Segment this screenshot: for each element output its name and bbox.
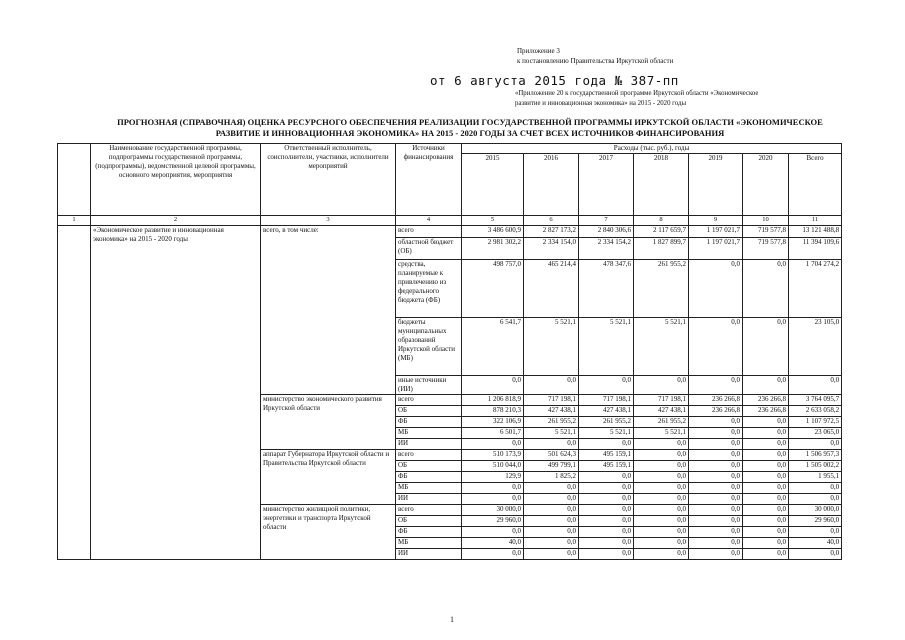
year-value-cell: 0,0: [579, 527, 634, 538]
year-value-cell: 510 044,0: [462, 461, 524, 472]
year-value-cell: 0,0: [634, 439, 689, 450]
year-value-cell: 2 334 154,2: [579, 238, 634, 260]
year-value-cell: 0,0: [689, 483, 743, 494]
year-value-cell: 0,0: [743, 472, 789, 483]
year-value-cell: 0,0: [689, 376, 743, 395]
year-value-cell: 0,0: [634, 483, 689, 494]
year-value-cell: 427 438,1: [634, 406, 689, 417]
executor-cell: аппарат Губернатора Иркутской области и Правительства Иркутской области: [261, 450, 396, 505]
executor-cell: министерство экономического развития Иркутской области: [261, 395, 396, 450]
year-value-cell: 0,0: [524, 483, 579, 494]
header-blank: [58, 144, 91, 216]
year-value-cell: 0,0: [743, 483, 789, 494]
year-value-cell: 1 197 021,7: [689, 238, 743, 260]
year-value-cell: 2 117 659,7: [634, 226, 689, 238]
total-value-cell: 29 960,0: [789, 516, 842, 527]
year-value-cell: 0,0: [689, 439, 743, 450]
year-value-cell: 427 438,1: [524, 406, 579, 417]
year-value-cell: 0,0: [743, 260, 789, 318]
year-value-cell: 5 521,1: [634, 318, 689, 376]
total-value-cell: 1 505 002,2: [789, 461, 842, 472]
year-value-cell: 719 577,8: [743, 226, 789, 238]
total-value-cell: 23 065,0: [789, 428, 842, 439]
total-value-cell: 30 000,0: [789, 505, 842, 516]
year-value-cell: 0,0: [524, 376, 579, 395]
source-cell: иные источники (ИИ): [396, 376, 462, 395]
appendix-label: Приложение 3: [517, 47, 560, 55]
header-year: 2017: [579, 154, 634, 216]
year-value-cell: 499 799,1: [524, 461, 579, 472]
year-value-cell: 0,0: [579, 376, 634, 395]
year-value-cell: 0,0: [462, 439, 524, 450]
year-value-cell: 5 521,1: [524, 428, 579, 439]
header-year: Всего: [789, 154, 842, 216]
year-value-cell: 0,0: [743, 318, 789, 376]
source-cell: всего: [396, 450, 462, 461]
year-value-cell: 1 206 818,9: [462, 395, 524, 406]
total-value-cell: 0,0: [789, 439, 842, 450]
year-value-cell: 236 266,8: [743, 395, 789, 406]
page-number: 1: [450, 615, 454, 624]
year-value-cell: 0,0: [689, 527, 743, 538]
appendix-header: [517, 46, 673, 66]
year-value-cell: 236 266,8: [743, 406, 789, 417]
source-cell: МБ: [396, 538, 462, 549]
source-cell: бюджеты муниципальных образований Иркутской области (МБ): [396, 318, 462, 376]
year-value-cell: 0,0: [524, 505, 579, 516]
year-value-cell: 0,0: [689, 505, 743, 516]
year-value-cell: 719 577,8: [743, 238, 789, 260]
year-value-cell: 0,0: [689, 450, 743, 461]
year-value-cell: 261 955,2: [634, 417, 689, 428]
year-value-cell: 0,0: [524, 527, 579, 538]
year-value-cell: 0,0: [689, 494, 743, 505]
total-value-cell: 0,0: [789, 527, 842, 538]
year-value-cell: 40,0: [462, 538, 524, 549]
year-value-cell: 0,0: [462, 376, 524, 395]
year-value-cell: 0,0: [579, 505, 634, 516]
total-value-cell: 2 633 058,2: [789, 406, 842, 417]
year-value-cell: 6 541,7: [462, 318, 524, 376]
year-value-cell: 1 197 021,7: [689, 226, 743, 238]
column-number: 7: [579, 216, 634, 226]
year-value-cell: 0,0: [524, 538, 579, 549]
total-value-cell: 13 121 488,8: [789, 226, 842, 238]
year-value-cell: 5 521,1: [634, 428, 689, 439]
year-value-cell: 465 214,4: [524, 260, 579, 318]
total-value-cell: 0,0: [789, 549, 842, 560]
year-value-cell: 0,0: [743, 516, 789, 527]
column-number: 3: [261, 216, 396, 226]
executor-cell: министерство жилищной политики, энергетики и транспорта Иркутской области: [261, 505, 396, 560]
decree-date-number: от 6 августа 2015 года № 387-пп: [430, 73, 679, 88]
total-value-cell: 1 107 972,5: [789, 417, 842, 428]
source-cell: МБ: [396, 483, 462, 494]
source-cell: ФБ: [396, 472, 462, 483]
total-value-cell: 0,0: [789, 483, 842, 494]
source-cell: ИИ: [396, 439, 462, 450]
year-value-cell: 0,0: [743, 439, 789, 450]
executor-cell: всего, в том числе:: [261, 226, 396, 395]
source-cell: ОБ: [396, 406, 462, 417]
source-cell: областной бюджет (ОБ): [396, 238, 462, 260]
year-value-cell: 261 955,2: [524, 417, 579, 428]
header-year: 2019: [689, 154, 743, 216]
year-value-cell: 495 159,1: [579, 450, 634, 461]
source-cell: всего: [396, 226, 462, 238]
year-value-cell: 5 521,1: [579, 318, 634, 376]
year-value-cell: 0,0: [634, 527, 689, 538]
program-appendix-ref: «Приложение 20 к государственной программе Иркутской области «Экономическое развитие и инновационная экономика» на 2015 - 2020 годы: [515, 90, 759, 107]
year-value-cell: 2 840 306,6: [579, 226, 634, 238]
year-value-cell: 0,0: [462, 494, 524, 505]
year-value-cell: 478 347,6: [579, 260, 634, 318]
year-value-cell: 0,0: [634, 516, 689, 527]
year-value-cell: 0,0: [689, 260, 743, 318]
year-value-cell: 498 757,0: [462, 260, 524, 318]
header-executor: Ответственный исполнитель, соисполнители, участники, исполнители мероприятий: [261, 144, 396, 216]
year-value-cell: 0,0: [689, 428, 743, 439]
header-year: 2020: [743, 154, 789, 216]
source-cell: всего: [396, 395, 462, 406]
year-value-cell: 3 486 600,9: [462, 226, 524, 238]
header-expenses: Расходы (тыс. руб.), годы: [462, 144, 842, 154]
year-value-cell: 0,0: [579, 516, 634, 527]
year-value-cell: 1 827 899,7: [634, 238, 689, 260]
year-value-cell: 0,0: [634, 472, 689, 483]
year-value-cell: 0,0: [689, 516, 743, 527]
year-value-cell: 501 624,3: [524, 450, 579, 461]
year-value-cell: 0,0: [689, 318, 743, 376]
year-value-cell: 0,0: [579, 439, 634, 450]
year-value-cell: 717 198,1: [524, 395, 579, 406]
total-value-cell: 1 955,1: [789, 472, 842, 483]
year-value-cell: 510 173,9: [462, 450, 524, 461]
year-value-cell: 0,0: [524, 516, 579, 527]
column-number: 6: [524, 216, 579, 226]
header-source: Источники финансирования: [396, 144, 462, 216]
year-value-cell: 0,0: [524, 494, 579, 505]
column-number: 8: [634, 216, 689, 226]
total-value-cell: 0,0: [789, 376, 842, 395]
year-value-cell: 0,0: [634, 505, 689, 516]
source-cell: ИИ: [396, 549, 462, 560]
year-value-cell: 0,0: [689, 417, 743, 428]
year-value-cell: 0,0: [462, 527, 524, 538]
total-value-cell: 3 764 095,7: [789, 395, 842, 406]
year-value-cell: 0,0: [743, 376, 789, 395]
year-value-cell: 0,0: [743, 417, 789, 428]
year-value-cell: 6 501,7: [462, 428, 524, 439]
header-year: 2018: [634, 154, 689, 216]
source-cell: ОБ: [396, 516, 462, 527]
year-value-cell: 2 981 302,2: [462, 238, 524, 260]
year-value-cell: 0,0: [579, 549, 634, 560]
year-value-cell: 2 827 173,2: [524, 226, 579, 238]
year-value-cell: 0,0: [743, 538, 789, 549]
column-number: 1: [58, 216, 91, 226]
year-value-cell: 0,0: [743, 461, 789, 472]
year-value-cell: 0,0: [689, 549, 743, 560]
header-year: 2016: [524, 154, 579, 216]
year-value-cell: 0,0: [634, 461, 689, 472]
year-value-cell: 878 210,3: [462, 406, 524, 417]
year-value-cell: 0,0: [462, 549, 524, 560]
source-cell: всего: [396, 505, 462, 516]
year-value-cell: 322 106,9: [462, 417, 524, 428]
column-number: 10: [743, 216, 789, 226]
source-cell: ИИ: [396, 494, 462, 505]
year-value-cell: 129,9: [462, 472, 524, 483]
year-value-cell: 261 955,2: [579, 417, 634, 428]
table-row: [58, 226, 842, 238]
year-value-cell: 0,0: [579, 483, 634, 494]
total-value-cell: 11 394 109,6: [789, 238, 842, 260]
year-value-cell: 236 266,8: [689, 406, 743, 417]
year-value-cell: 0,0: [634, 450, 689, 461]
total-value-cell: 23 105,0: [789, 318, 842, 376]
year-value-cell: 0,0: [743, 505, 789, 516]
total-value-cell: 1 506 957,3: [789, 450, 842, 461]
year-value-cell: 5 521,1: [524, 318, 579, 376]
source-cell: средства, планируемые к привлечению из федерального бюджета (ФБ): [396, 260, 462, 318]
year-value-cell: 0,0: [524, 549, 579, 560]
year-value-cell: 0,0: [689, 472, 743, 483]
appendix-decree-ref: к постановлению Правительства Иркутской области: [517, 57, 674, 65]
year-value-cell: 0,0: [689, 538, 743, 549]
year-value-cell: 0,0: [634, 549, 689, 560]
year-value-cell: 0,0: [689, 461, 743, 472]
header-year: 2015: [462, 154, 524, 216]
column-number: 2: [91, 216, 261, 226]
document-title: ПРОГНОЗНАЯ (СПРАВОЧНАЯ) ОЦЕНКА РЕСУРСНОГО ОБЕСПЕЧЕНИЯ РЕАЛИЗАЦИИ ГОСУДАРСТВЕННОЙ ПРОГРАММЫ ИРКУТСКОЙ ОБЛАСТИ «ЭКОНОМИЧЕСКОЕ РАЗВИТИЕ И ИННОВАЦИОННАЯ ЭКОНОМИКА» НА 2015 - 2020 ГОДЫ ЗА СЧЕТ ВСЕХ ИСТОЧНИКОВ ФИНАНСИРОВАНИЯ: [117, 117, 823, 138]
column-number: 4: [396, 216, 462, 226]
year-value-cell: 261 955,2: [634, 260, 689, 318]
year-value-cell: 30 000,0: [462, 505, 524, 516]
year-value-cell: 29 960,0: [462, 516, 524, 527]
year-value-cell: 0,0: [579, 538, 634, 549]
column-number: 5: [462, 216, 524, 226]
total-value-cell: 40,0: [789, 538, 842, 549]
row-number-cell: [58, 226, 91, 560]
source-cell: ОБ: [396, 461, 462, 472]
year-value-cell: 0,0: [743, 450, 789, 461]
total-value-cell: 1 704 274,2: [789, 260, 842, 318]
year-value-cell: 495 159,1: [579, 461, 634, 472]
year-value-cell: 0,0: [743, 428, 789, 439]
year-value-cell: 717 198,1: [579, 395, 634, 406]
source-cell: ФБ: [396, 527, 462, 538]
year-value-cell: 5 521,1: [579, 428, 634, 439]
year-value-cell: 427 438,1: [579, 406, 634, 417]
year-value-cell: 0,0: [579, 472, 634, 483]
year-value-cell: 0,0: [462, 483, 524, 494]
column-number: 11: [789, 216, 842, 226]
year-value-cell: 0,0: [579, 494, 634, 505]
program-name-cell: «Экономическое развитие и инновационная экономика» на 2015 - 2020 годы: [91, 226, 261, 560]
year-value-cell: 2 334 154,0: [524, 238, 579, 260]
source-cell: МБ: [396, 428, 462, 439]
year-value-cell: 0,0: [524, 439, 579, 450]
year-value-cell: 0,0: [743, 549, 789, 560]
header-name: Наименование государственной программы, подпрограммы государственной программы, (подпрограммы), ведомственной целевой программы, основного мероприятия, мероприятия: [91, 144, 261, 216]
year-value-cell: 0,0: [743, 527, 789, 538]
total-value-cell: 0,0: [789, 494, 842, 505]
source-cell: ФБ: [396, 417, 462, 428]
year-value-cell: 236 266,8: [689, 395, 743, 406]
column-number: 9: [689, 216, 743, 226]
year-value-cell: 717 198,1: [634, 395, 689, 406]
year-value-cell: 0,0: [634, 494, 689, 505]
year-value-cell: 1 825,2: [524, 472, 579, 483]
year-value-cell: 0,0: [634, 376, 689, 395]
year-value-cell: 0,0: [634, 538, 689, 549]
year-value-cell: 0,0: [743, 494, 789, 505]
resource-table: [57, 143, 842, 560]
